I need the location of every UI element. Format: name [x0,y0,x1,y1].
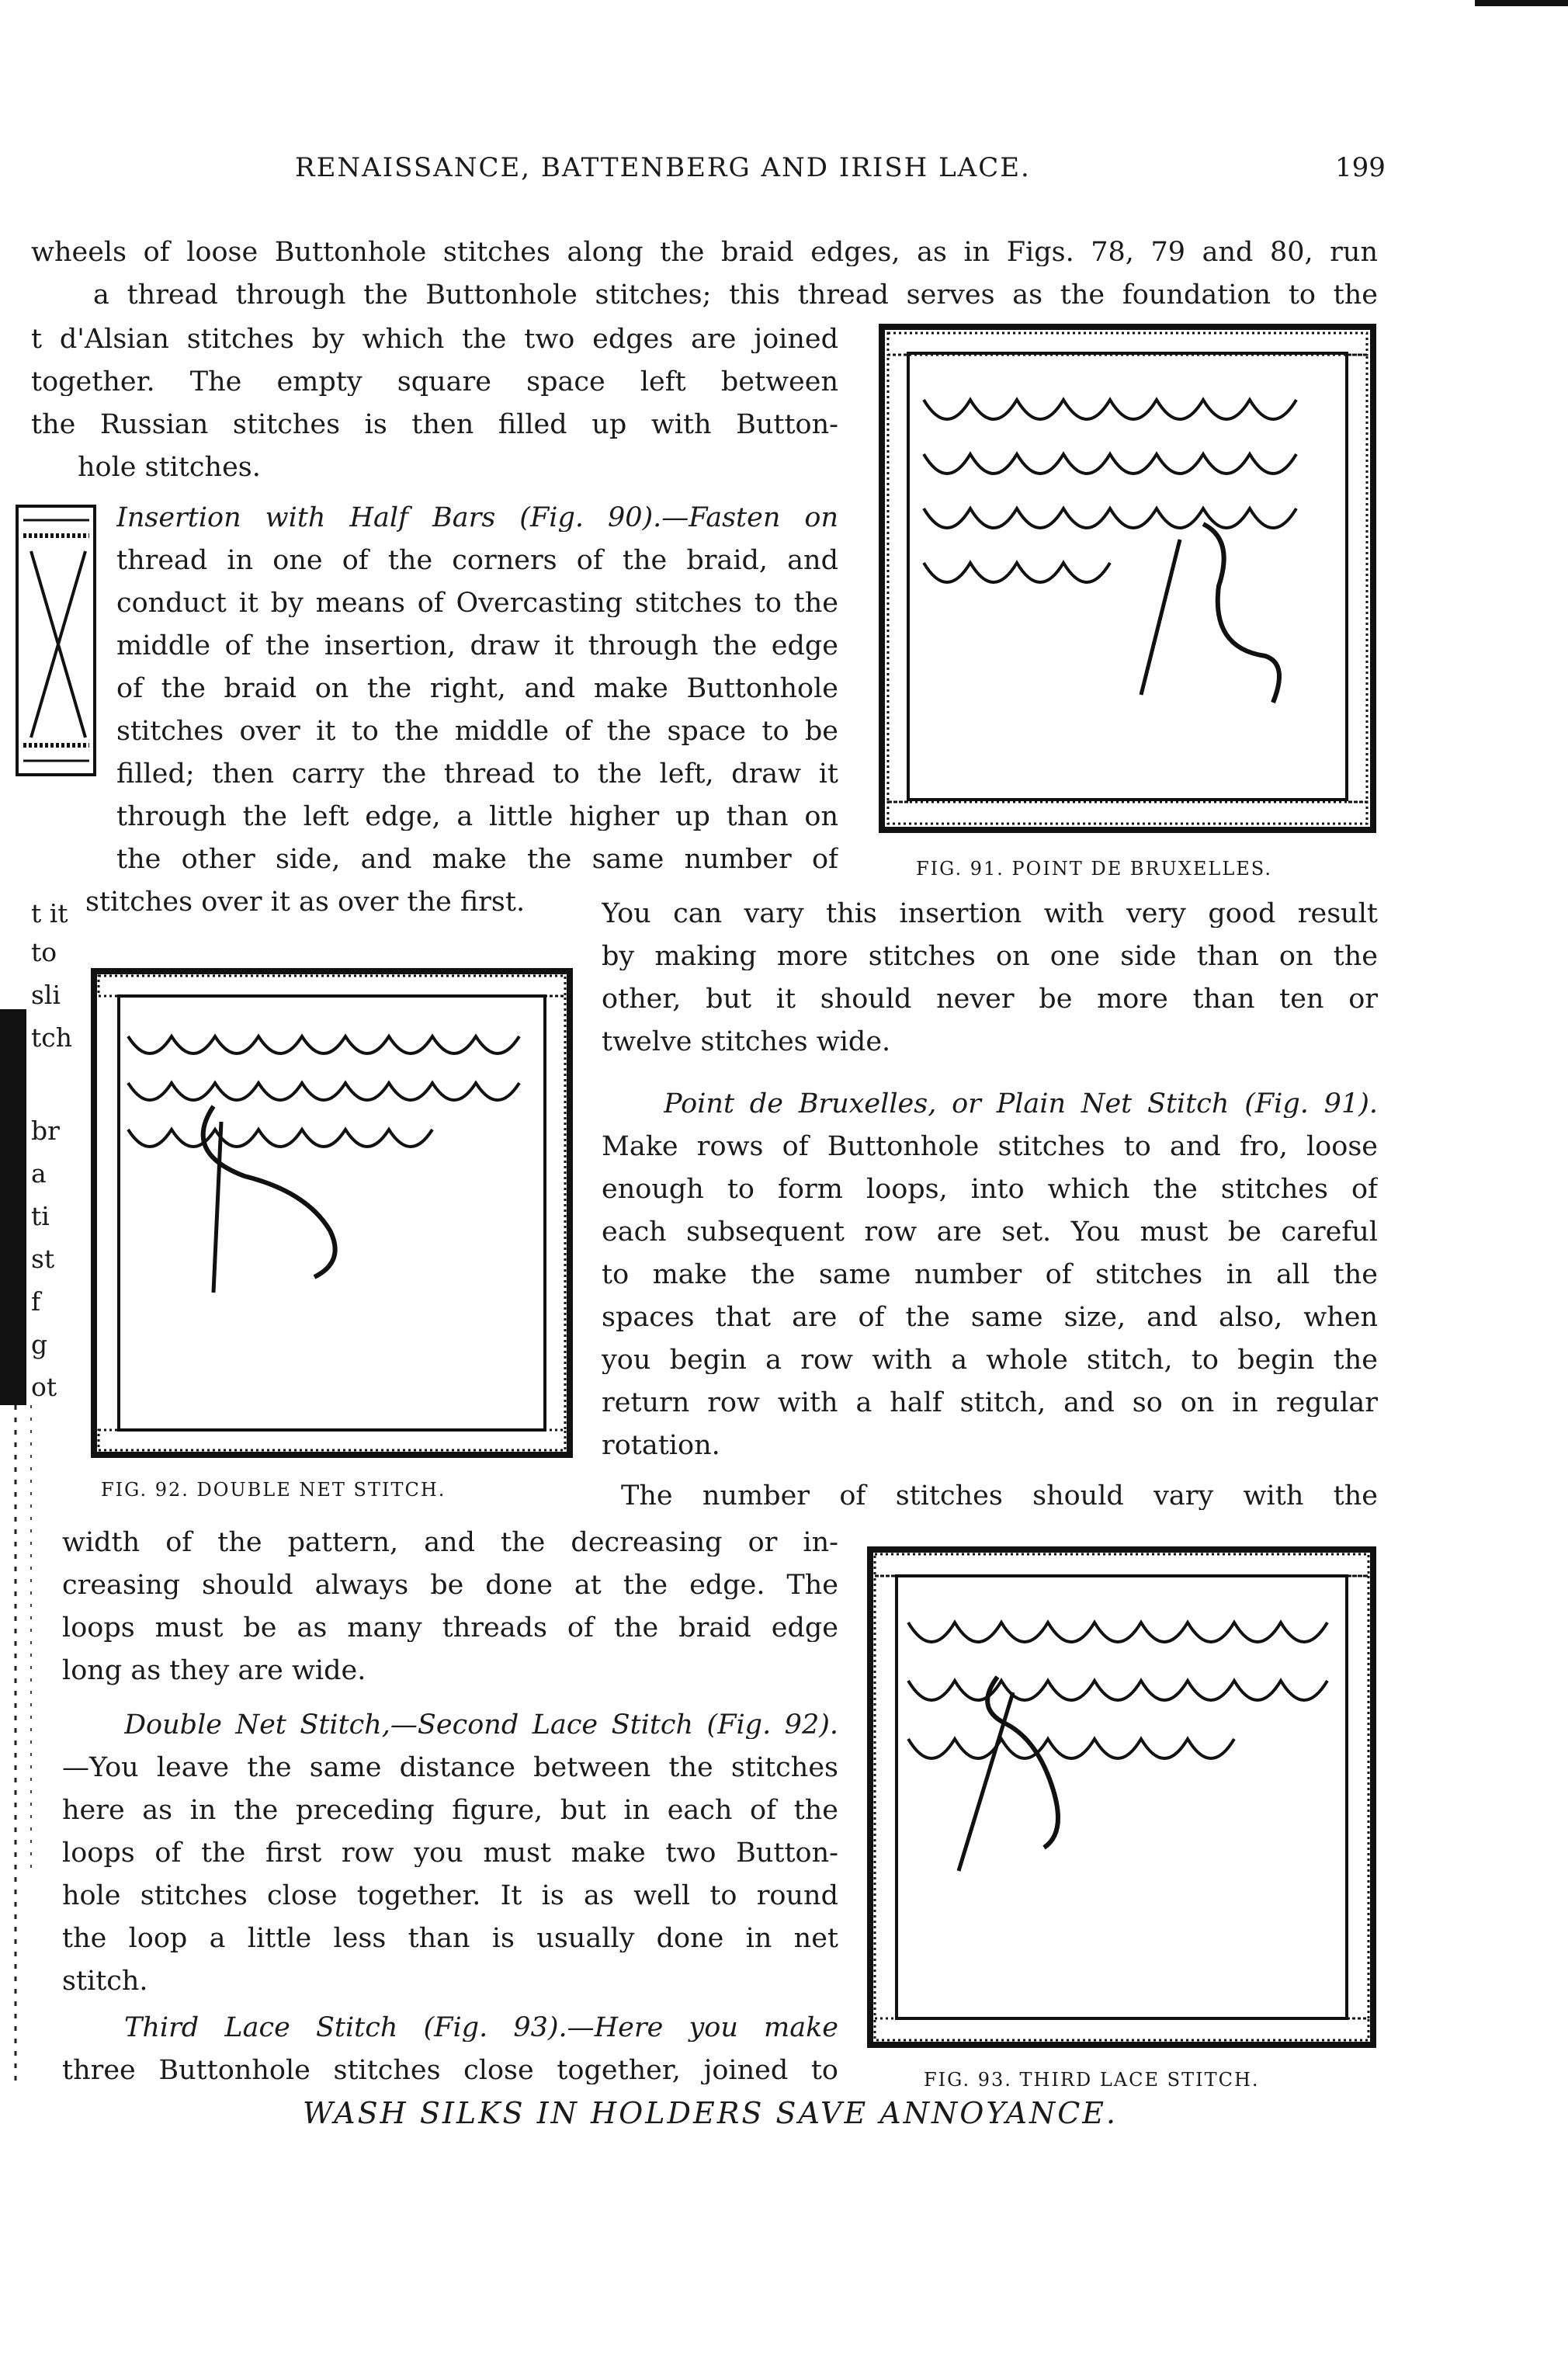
body-line: a thread through the Buttonhole stitches; this thread serves as the foundation to the [93,282,1378,309]
body-line: the other side, and make the same number of [116,846,838,873]
body-line: Make rows of Buttonhole stitches to and fro, loose [602,1133,1378,1161]
margin-fragment: to [31,937,57,967]
body-line: twelve stitches wide. [602,1026,891,1057]
body-line: the loop a little less than is usually done in net [62,1925,838,1952]
body-line: hole stitches close together. It is as well to round [62,1883,838,1910]
body-line: The number of stitches should vary with the [621,1483,1378,1510]
body-line: you begin a row with a whole stitch, to begin the [602,1347,1378,1374]
body-line: loops of the first row you must make two Button- [62,1840,838,1867]
body-line: other, but it should never be more than ten or [602,986,1378,1013]
body-line: return row with a half stitch, and so on in regular [602,1390,1378,1417]
running-header: RENAISSANCE, BATTENBERG AND IRISH LACE. [295,152,1031,183]
margin-fragment: f [31,1286,41,1317]
body-line: together. The empty square space left between [31,369,838,396]
body-line: by making more stitches on one side than on the [602,943,1378,970]
body-line: creasing should always be done at the edge. The [62,1572,838,1599]
margin-fragment: g [31,1329,48,1359]
body-line: Third Lace Stitch (Fig. 93).—Here you make [124,2015,838,2042]
body-line: —You leave the same distance between the stitches [62,1754,838,1782]
fig91-caption: FIG. 91. POINT DE BRUXELLES. [916,858,1272,880]
body-line: long as they are wide. [62,1655,366,1686]
scan-edge-mark [1475,0,1568,6]
body-line: spaces that are of the same size, and also, when [602,1304,1378,1331]
fig92-caption: FIG. 92. DOUBLE NET STITCH. [101,1479,446,1501]
fig91-illustration [877,322,1378,835]
body-line: three Buttonhole stitches close together, joined to [62,2057,838,2084]
page-number: 199 [1335,152,1386,183]
scan-margin-artifact [0,1405,62,2088]
page-footer: WASH SILKS IN HOLDERS SAVE ANNOYANCE. [303,2096,1119,2130]
fig93-illustration [866,1545,1378,2049]
body-line: Point de Bruxelles, or Plain Net Stitch (Fig. 91). [664,1091,1378,1118]
body-line: conduct it by means of Overcasting stitches to the [116,590,838,617]
body-line: You can vary this insertion with very good result [602,901,1378,928]
body-line: rotation. [602,1430,720,1461]
body-line: stitch. [62,1966,148,1997]
margin-fragment: ot [31,1372,57,1402]
scan-edge-shadow [0,1009,26,1444]
margin-fragment: t it [31,898,68,928]
body-line: middle of the insertion, draw it through the edge [116,633,838,660]
body-line: each subsequent row are set. You must be careful [602,1219,1378,1246]
margin-fragment: br [31,1116,60,1146]
margin-fragment: a [31,1158,47,1189]
body-line: width of the pattern, and the decreasing or in- [62,1529,838,1557]
body-line: here as in the preceding figure, but in each of the [62,1797,838,1824]
body-line: t d'Alsian stitches by which the two edges are joined [31,326,838,353]
body-line: loops must be as many threads of the braid edge [62,1615,838,1642]
body-line: the Russian stitches is then filled up with Button- [31,411,838,439]
fig92-illustration [89,967,574,1459]
body-line: of the braid on the right, and make Buttonhole [116,675,838,703]
body-line: thread in one of the corners of the braid, and [116,547,838,574]
margin-fragment: st [31,1244,55,1274]
body-line: filled; then carry the thread to the left, draw it [116,761,838,788]
body-line: Insertion with Half Bars (Fig. 90).—Fasten on [116,505,838,532]
body-line: to make the same number of stitches in all the [602,1262,1378,1289]
body-line: stitches over it to the middle of the space to be [116,718,838,745]
body-line: through the left edge, a little higher up than on [116,803,838,831]
body-line: hole stitches. [78,452,261,483]
margin-fragment: sli [31,980,61,1010]
margin-fragment: ti [31,1201,50,1231]
body-line: stitches over it as over the first. [85,887,526,918]
body-line: Double Net Stitch,—Second Lace Stitch (Fig. 92). [124,1712,838,1739]
body-line: enough to form loops, into which the stitches of [602,1176,1378,1203]
fig90-illustration [16,505,97,776]
margin-fragment: tch [31,1022,72,1053]
fig93-caption: FIG. 93. THIRD LACE STITCH. [924,2069,1260,2091]
body-line: wheels of loose Buttonhole stitches along the braid edges, as in Figs. 78, 79 and 80, run [31,239,1378,266]
